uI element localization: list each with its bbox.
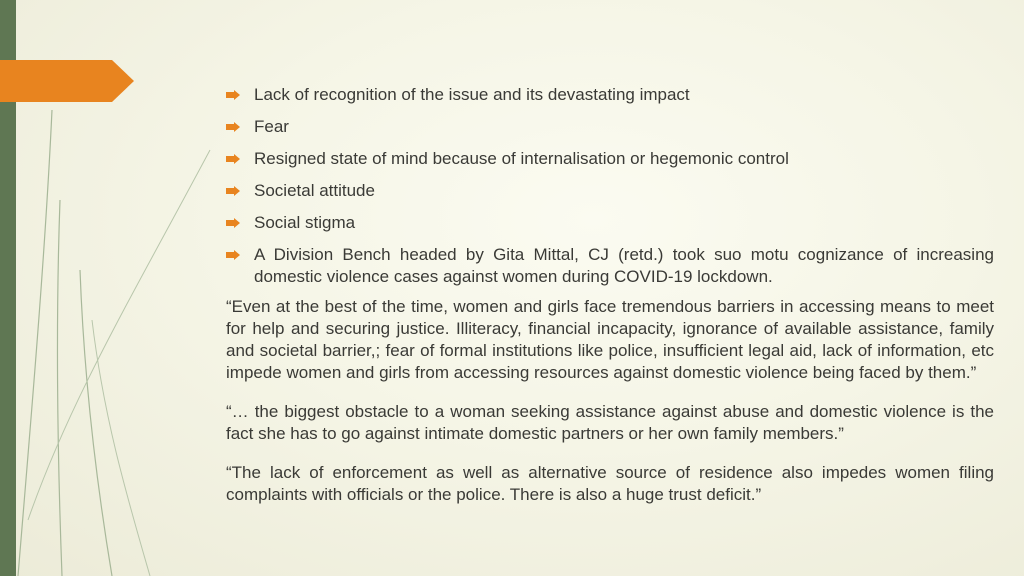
- bullet-item: [226, 148, 994, 170]
- bullet-text: Fear: [254, 117, 289, 136]
- orange-accent-tab: [0, 60, 134, 102]
- bullet-text: Social stigma: [254, 213, 356, 232]
- bullet-text: Societal attitude: [254, 181, 375, 200]
- bullet-item: [226, 244, 994, 288]
- arrow-bullet-icon: [226, 84, 254, 106]
- bullet-item: [226, 116, 994, 138]
- bullet-text: Lack of recognition of the issue and its devastating impact: [254, 85, 690, 104]
- slide-content: [226, 84, 994, 514]
- quote-paragraph: “The lack of enforcement as well as alternative source of residence also impedes women filing complaints with officials or the police. There is also a huge trust deficit.”: [226, 463, 994, 504]
- bullet-text: A Division Bench headed by Gita Mittal, CJ (retd.) took suo motu cognizance of increasing domestic violence cases against women during COVID-19 lockdown.: [254, 245, 994, 286]
- arrow-bullet-icon: [226, 212, 254, 234]
- arrow-bullet-icon: [226, 244, 254, 266]
- quote-paragraph: “… the biggest obstacle to a woman seeking assistance against abuse and domestic violence is the fact she has to go against intimate domestic partners or her own family members.”: [226, 402, 994, 443]
- quote-paragraph: “Even at the best of the time, women and girls face tremendous barriers in accessing means to meet for help and securing justice. Illiteracy, financial incapacity, ignorance of available assistance, family and societal barrier,; fear of formal institutions like police, insufficient legal aid, lack of information, etc impede women and girls from accessing resources against domestic violence being faced by them.”: [226, 297, 994, 382]
- arrow-bullet-icon: [226, 116, 254, 138]
- bullet-item: [226, 180, 994, 202]
- arrow-bullet-icon: [226, 180, 254, 202]
- arrow-bullet-icon: [226, 148, 254, 170]
- bullet-item: [226, 212, 994, 234]
- bullet-text: Resigned state of mind because of internalisation or hegemonic control: [254, 149, 789, 168]
- bullet-item: [226, 84, 994, 106]
